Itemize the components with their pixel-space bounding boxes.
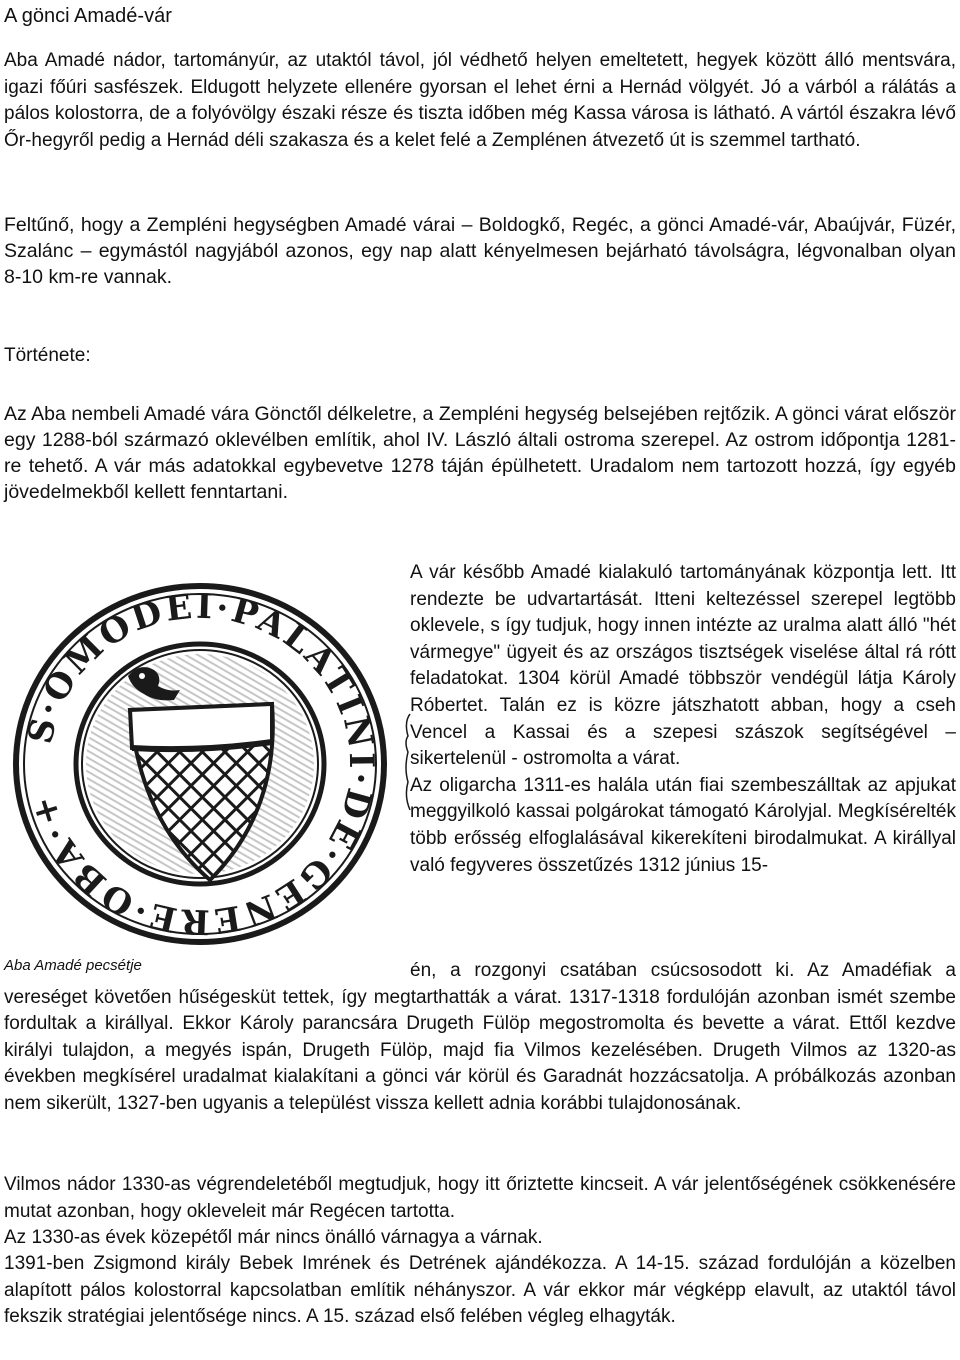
intro-paragraph-1: Aba Amadé nádor, tartományúr, az utaktól távol, jól védhető helyen emeltetett, hegyek között álló mentsvára, igazi főúri sasfészek. Eldugott helyzete ellenére gyorsan el lehet érni a Hernád völgyét. Jó a várból a rálátás a pálos kolostorra, de a folyóvölgy északi része és tiszta időben még Kassa városa is látható. A vártól északra lévő Őr-hegyről pedig a Hernád déli szakasza és a kelet felé a Zemplénen átvezető út is szemmel tartható.: [4, 50, 956, 151]
paragraph-1330: Az 1330-as évek közepétől már nincs önálló várnagya a várnak.: [4, 1227, 543, 1248]
history-paragraph-1: Az Aba nembeli Amadé vára Gönctől délkeletre, a Zempléni hegység belsejében rejtőzik. A gönci várat először egy 1288-ból származó oklevélben említik, ahol IV. László általi ostroma szerepel. Az ostrom időpontja 1281-re tehető. A vár más adatokkal egybevetve 1278 táján épülhetett. Uradalom nem tartozott hozzá, így egyéb jövedelmekből kellett fenntartani.: [4, 403, 956, 503]
history-heading: Története:: [4, 345, 91, 366]
seal-image: [10, 580, 390, 948]
right-paragraph-2-start: Az oligarcha 1311-es halála után fiai szembeszálltak az apjukat meggyilkoló kassai polgárokat támogató Károlyjal. Megkísérelték több erősség elfoglalásával kikerekíteni birodalmukat. A királlyal való fegyveres összetűzés 1312 június 15-: [410, 774, 956, 876]
seal-caption: Aba Amadé pecsétje: [4, 957, 142, 974]
right-column: [410, 560, 956, 879]
seal-legend: S·OMODEI·PALATINI·DE·GENERE·OBA·+: [20, 586, 382, 942]
page-title: A gönci Amadé-vár: [4, 5, 172, 27]
continuation-paragraph: én, a rozgonyi csatában csúcsosodott ki. Az Amadéfiak a vereséget követően hűségesküt tettek, így megtarthatták a várat. 1317-1318 fordulóján azonban ismét szembe fordultak a királlyal. Ekkor Károly parancsára Drugeth Fülöp megostromolta és bevette a várat. Ettől kezdve királyi tulajdon, a megyés ispán, Drugeth Fülöp, majd fia Vilmos kezelésében. Drugeth Vilmos az 1320-as években megkísérel uradalmat kialakítani a gönci vár körül és Garadnát hozzácsatolja. A próbálkozás azonban nem sikerült, 1327-ben ugyanis a települést vissza kellett adnia korábbi tulajdonosának.: [4, 960, 956, 1114]
vilmos-paragraph: Vilmos nádor 1330-as végrendeletéből megtudjuk, hogy itt őriztette kincseit. A vár jelentőségének csökkenésére mutat azonban, hogy okleveleit már Regécen tartotta.: [4, 1174, 956, 1222]
seal-figure: [4, 572, 400, 976]
intro-paragraph-2: Feltűnő, hogy a Zempléni hegységben Amadé várai – Boldogkő, Regéc, a gönci Amadé-vár, Abaújvár, Füzér, Szalánc – egymástól nagyjából azonos, egy nap alatt kényelmesen bejárható távolságra, légvonalban olyan 8-10 km-re vannak.: [4, 214, 956, 288]
paragraph-1391: 1391-ben Zsigmond király Bebek Imrének és Detrének ajándékozza. A 14-15. század fordulóján a közelben alapított pálos kolostorral kapcsolatban említik néhányszor. A vár ekkor már végképp elavult, az utaktól távol fekszik stratégiai jelentősége nincs. A 15. század első felében végleg elhagyták.: [4, 1253, 956, 1328]
right-paragraph-1: A vár később Amadé kialakuló tartományának központja lett. Itt rendezte be udvartartását. Itteni keltezéssel szerepel legtöbb oklevele, s így tudjuk, hogy innen intézte az uralma alatt álló "hét vármegye" ügyeit és az országos tisztségek viselése által rá rótt feladatokat. 1304 körül Amadé többször vendégül látja Károly Róbertet. Talán ez is közre játszhatott abban, hogy a cseh Vencel a Kassai és a szepesi szászok segítségével – sikertelenül - ostromolta a várat.: [410, 562, 956, 770]
